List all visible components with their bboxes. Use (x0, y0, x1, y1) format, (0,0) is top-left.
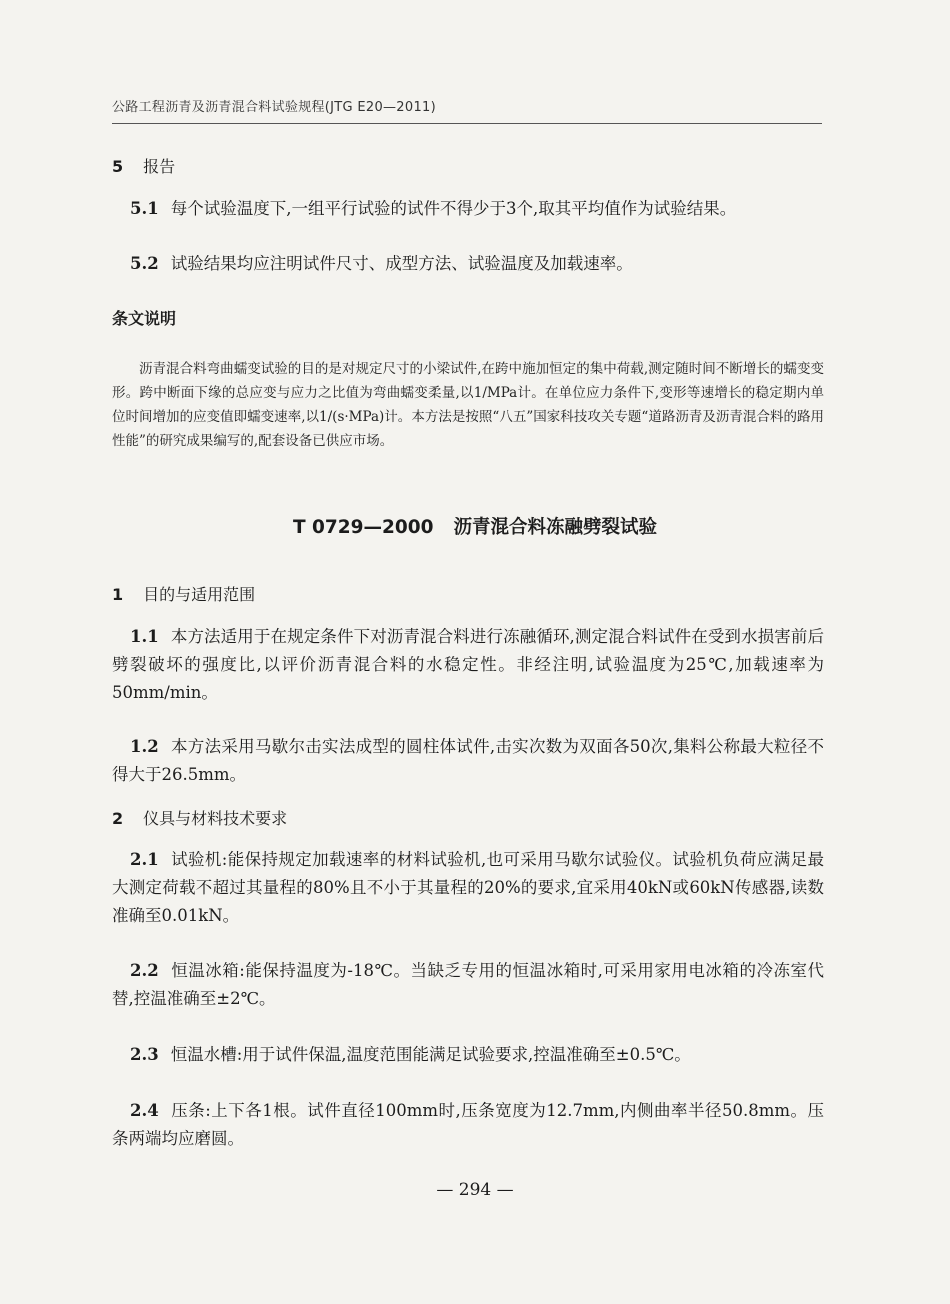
section-1-heading (112, 582, 255, 605)
section-number: 2 (112, 809, 124, 828)
section-2-heading (112, 806, 287, 829)
header-rule (112, 123, 822, 124)
clause-text: 恒温冰箱:能保持温度为-18℃。当缺乏专用的恒温冰箱时,可采用家用电冰箱的冷冻室代替,控温准确至±2℃。 (112, 961, 824, 1008)
clause-number: 2.4 (130, 1101, 159, 1120)
clause-text: 每个试验温度下,一组平行试验的试件不得少于3个,取其平均值作为试验结果。 (170, 199, 737, 218)
test-code: T 0729—2000 (292, 517, 434, 538)
clause-5-1 (112, 195, 824, 223)
clause-number: 2.3 (130, 1045, 159, 1064)
clause-number: 1.1 (130, 627, 159, 646)
section-title: 仪具与材料技术要求 (143, 809, 288, 828)
clause-text: 本方法适用于在规定条件下对沥青混合料进行冻融循环,测定混合料试件在受到水损害前后劈裂破坏的强度比,以评价沥青混合料的水稳定性。非经注明,试验温度为25℃,加载速率为50mm/min。 (112, 627, 824, 702)
commentary-title: 条文说明 (112, 309, 177, 328)
section-number: 5 (112, 157, 124, 176)
test-method-title (0, 513, 950, 539)
clause-number: 2.2 (130, 961, 159, 980)
clause-1-1 (112, 623, 824, 707)
clause-2-2 (112, 957, 824, 1013)
clause-text: 恒温水槽:用于试件保温,温度范围能满足试验要求,控温准确至±0.5℃。 (170, 1045, 691, 1064)
clause-number: 5.2 (130, 254, 159, 273)
section-title: 报告 (143, 157, 176, 176)
running-header: 公路工程沥青及沥青混合料试验规程(JTG E20—2011) (112, 100, 436, 115)
clause-number: 1.2 (130, 737, 159, 756)
clause-2-4 (112, 1097, 824, 1153)
clause-text: 本方法采用马歇尔击实法成型的圆柱体试件,击实次数为双面各50次,集料公称最大粒径不得大于26.5mm。 (112, 737, 824, 784)
section-title: 目的与适用范围 (143, 585, 256, 604)
page-number: — 294 — (436, 1180, 514, 1200)
test-name: 沥青混合料冻融劈裂试验 (453, 517, 658, 538)
clause-text: 试验机:能保持规定加载速率的材料试验机,也可采用马歇尔试验仪。试验机负荷应满足最大测定荷载不超过其量程的80%且不小于其量程的20%的要求,宜采用40kN或60kN传感器,读数准确至0.01kN。 (112, 850, 824, 925)
clause-number: 5.1 (130, 199, 159, 218)
clause-2-1 (112, 846, 824, 930)
section-5-heading (112, 154, 175, 177)
clause-number: 2.1 (130, 850, 159, 869)
clause-1-2 (112, 733, 824, 789)
clause-2-3 (112, 1041, 824, 1069)
clause-text: 压条:上下各1根。试件直径100mm时,压条宽度为12.7mm,内侧曲率半径50.8mm。压条两端均应磨圆。 (112, 1101, 824, 1148)
commentary-text: 沥青混合料弯曲蠕变试验的目的是对规定尺寸的小梁试件,在跨中施加恒定的集中荷载,测定随时间不断增长的蠕变变形。跨中断面下缘的总应变与应力之比值为弯曲蠕变柔量,以1/MPa计。在单位应力条件下,变形等速增长的稳定期内单位时间增加的应变值即蠕变速率,以1/(s·MPa)计。本方法是按照“八五”国家科技攻关专题“道路沥青及沥青混合料的路用性能”的研究成果编写的,配套设备已供应市场。 (112, 361, 824, 449)
clause-5-2 (112, 250, 824, 278)
clause-text: 试验结果均应注明试件尺寸、成型方法、试验温度及加载速率。 (170, 254, 633, 273)
section-number: 1 (112, 585, 124, 604)
